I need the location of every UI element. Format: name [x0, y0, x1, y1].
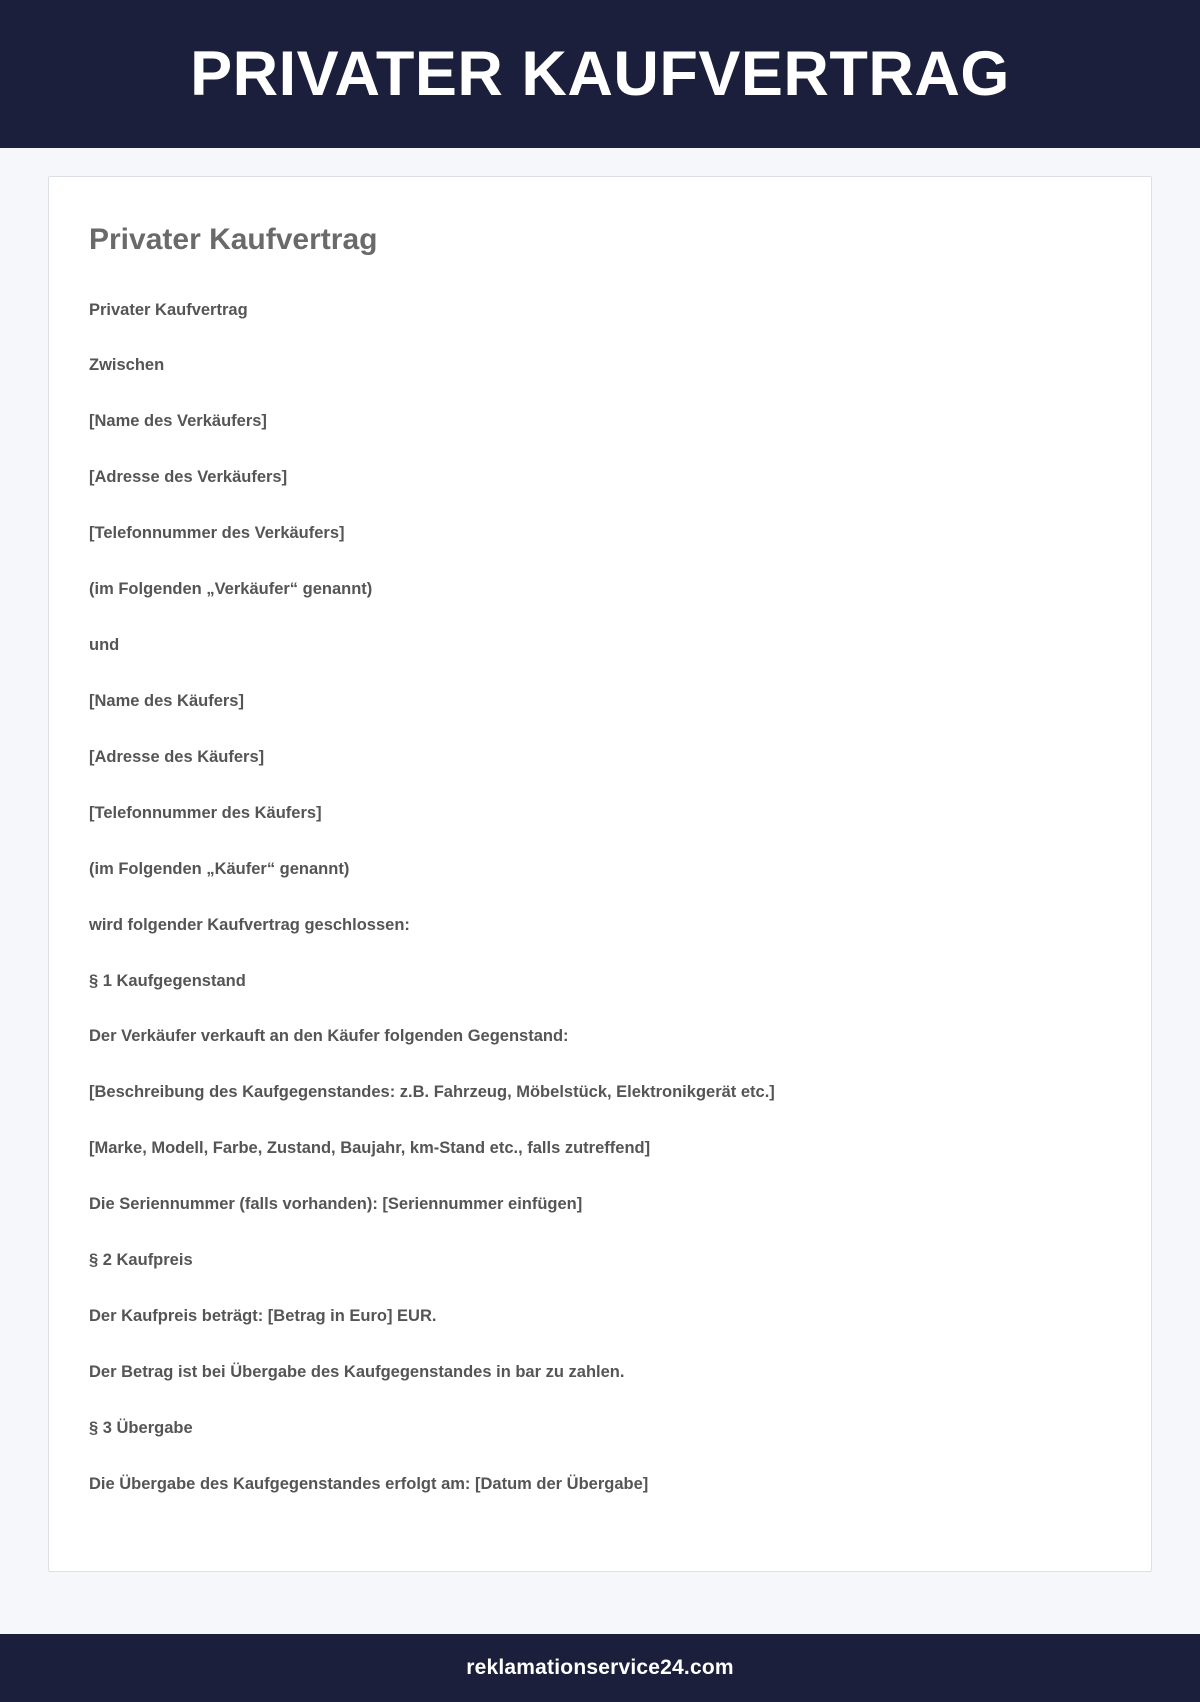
document-paragraph: Die Übergabe des Kaufgegenstandes erfolgt am: [Datum der Übergabe]	[89, 1474, 649, 1493]
document-paragraph: [Marke, Modell, Farbe, Zustand, Baujahr, km-Stand etc., falls zutreffend]	[89, 1139, 651, 1158]
footer-site-name: reklamationservice24.com	[466, 1655, 734, 1679]
document-paragraph: Privater Kaufvertrag	[89, 300, 248, 319]
document-body	[87, 299, 1113, 1497]
document-paragraph: [Telefonnummer des Käufers]	[89, 803, 322, 822]
document-paragraph: [Name des Verkäufers]	[89, 412, 267, 431]
document-paragraph: [Name des Käufers]	[89, 691, 244, 710]
document-paragraph: Der Verkäufer verkauft an den Käufer folgenden Gegenstand:	[89, 1027, 569, 1046]
document-area	[0, 148, 1200, 1572]
document-card	[48, 176, 1152, 1572]
document-heading: Privater Kaufvertrag	[89, 223, 378, 256]
page-footer	[0, 1634, 1200, 1702]
document-paragraph: [Adresse des Käufers]	[89, 747, 265, 766]
document-paragraph: Die Seriennummer (falls vorhanden): [Seriennummer einfügen]	[89, 1195, 583, 1214]
document-paragraph: wird folgender Kaufvertrag geschlossen:	[89, 915, 410, 934]
document-paragraph: § 3 Übergabe	[89, 1418, 193, 1437]
document-paragraph: (im Folgenden „Käufer“ genannt)	[89, 859, 350, 878]
document-paragraph: § 2 Kaufpreis	[89, 1251, 193, 1270]
document-paragraph: Zwischen	[89, 356, 165, 375]
document-paragraph: [Telefonnummer des Verkäufers]	[89, 524, 345, 543]
page-banner-title: PRIVATER KAUFVERTRAG	[190, 38, 1010, 109]
document-paragraph: Der Kaufpreis beträgt: [Betrag in Euro] EUR.	[89, 1307, 437, 1326]
document-paragraph: § 1 Kaufgegenstand	[89, 971, 246, 990]
document-paragraph: und	[89, 636, 120, 655]
document-paragraph: Der Betrag ist bei Übergabe des Kaufgegenstandes in bar zu zahlen.	[89, 1363, 625, 1382]
document-paragraph: (im Folgenden „Verkäufer“ genannt)	[89, 580, 373, 599]
document-paragraph: [Beschreibung des Kaufgegenstandes: z.B. Fahrzeug, Möbelstück, Elektronikgerät etc.]	[89, 1083, 775, 1102]
document-paragraph: [Adresse des Verkäufers]	[89, 468, 288, 487]
page-banner	[0, 0, 1200, 148]
